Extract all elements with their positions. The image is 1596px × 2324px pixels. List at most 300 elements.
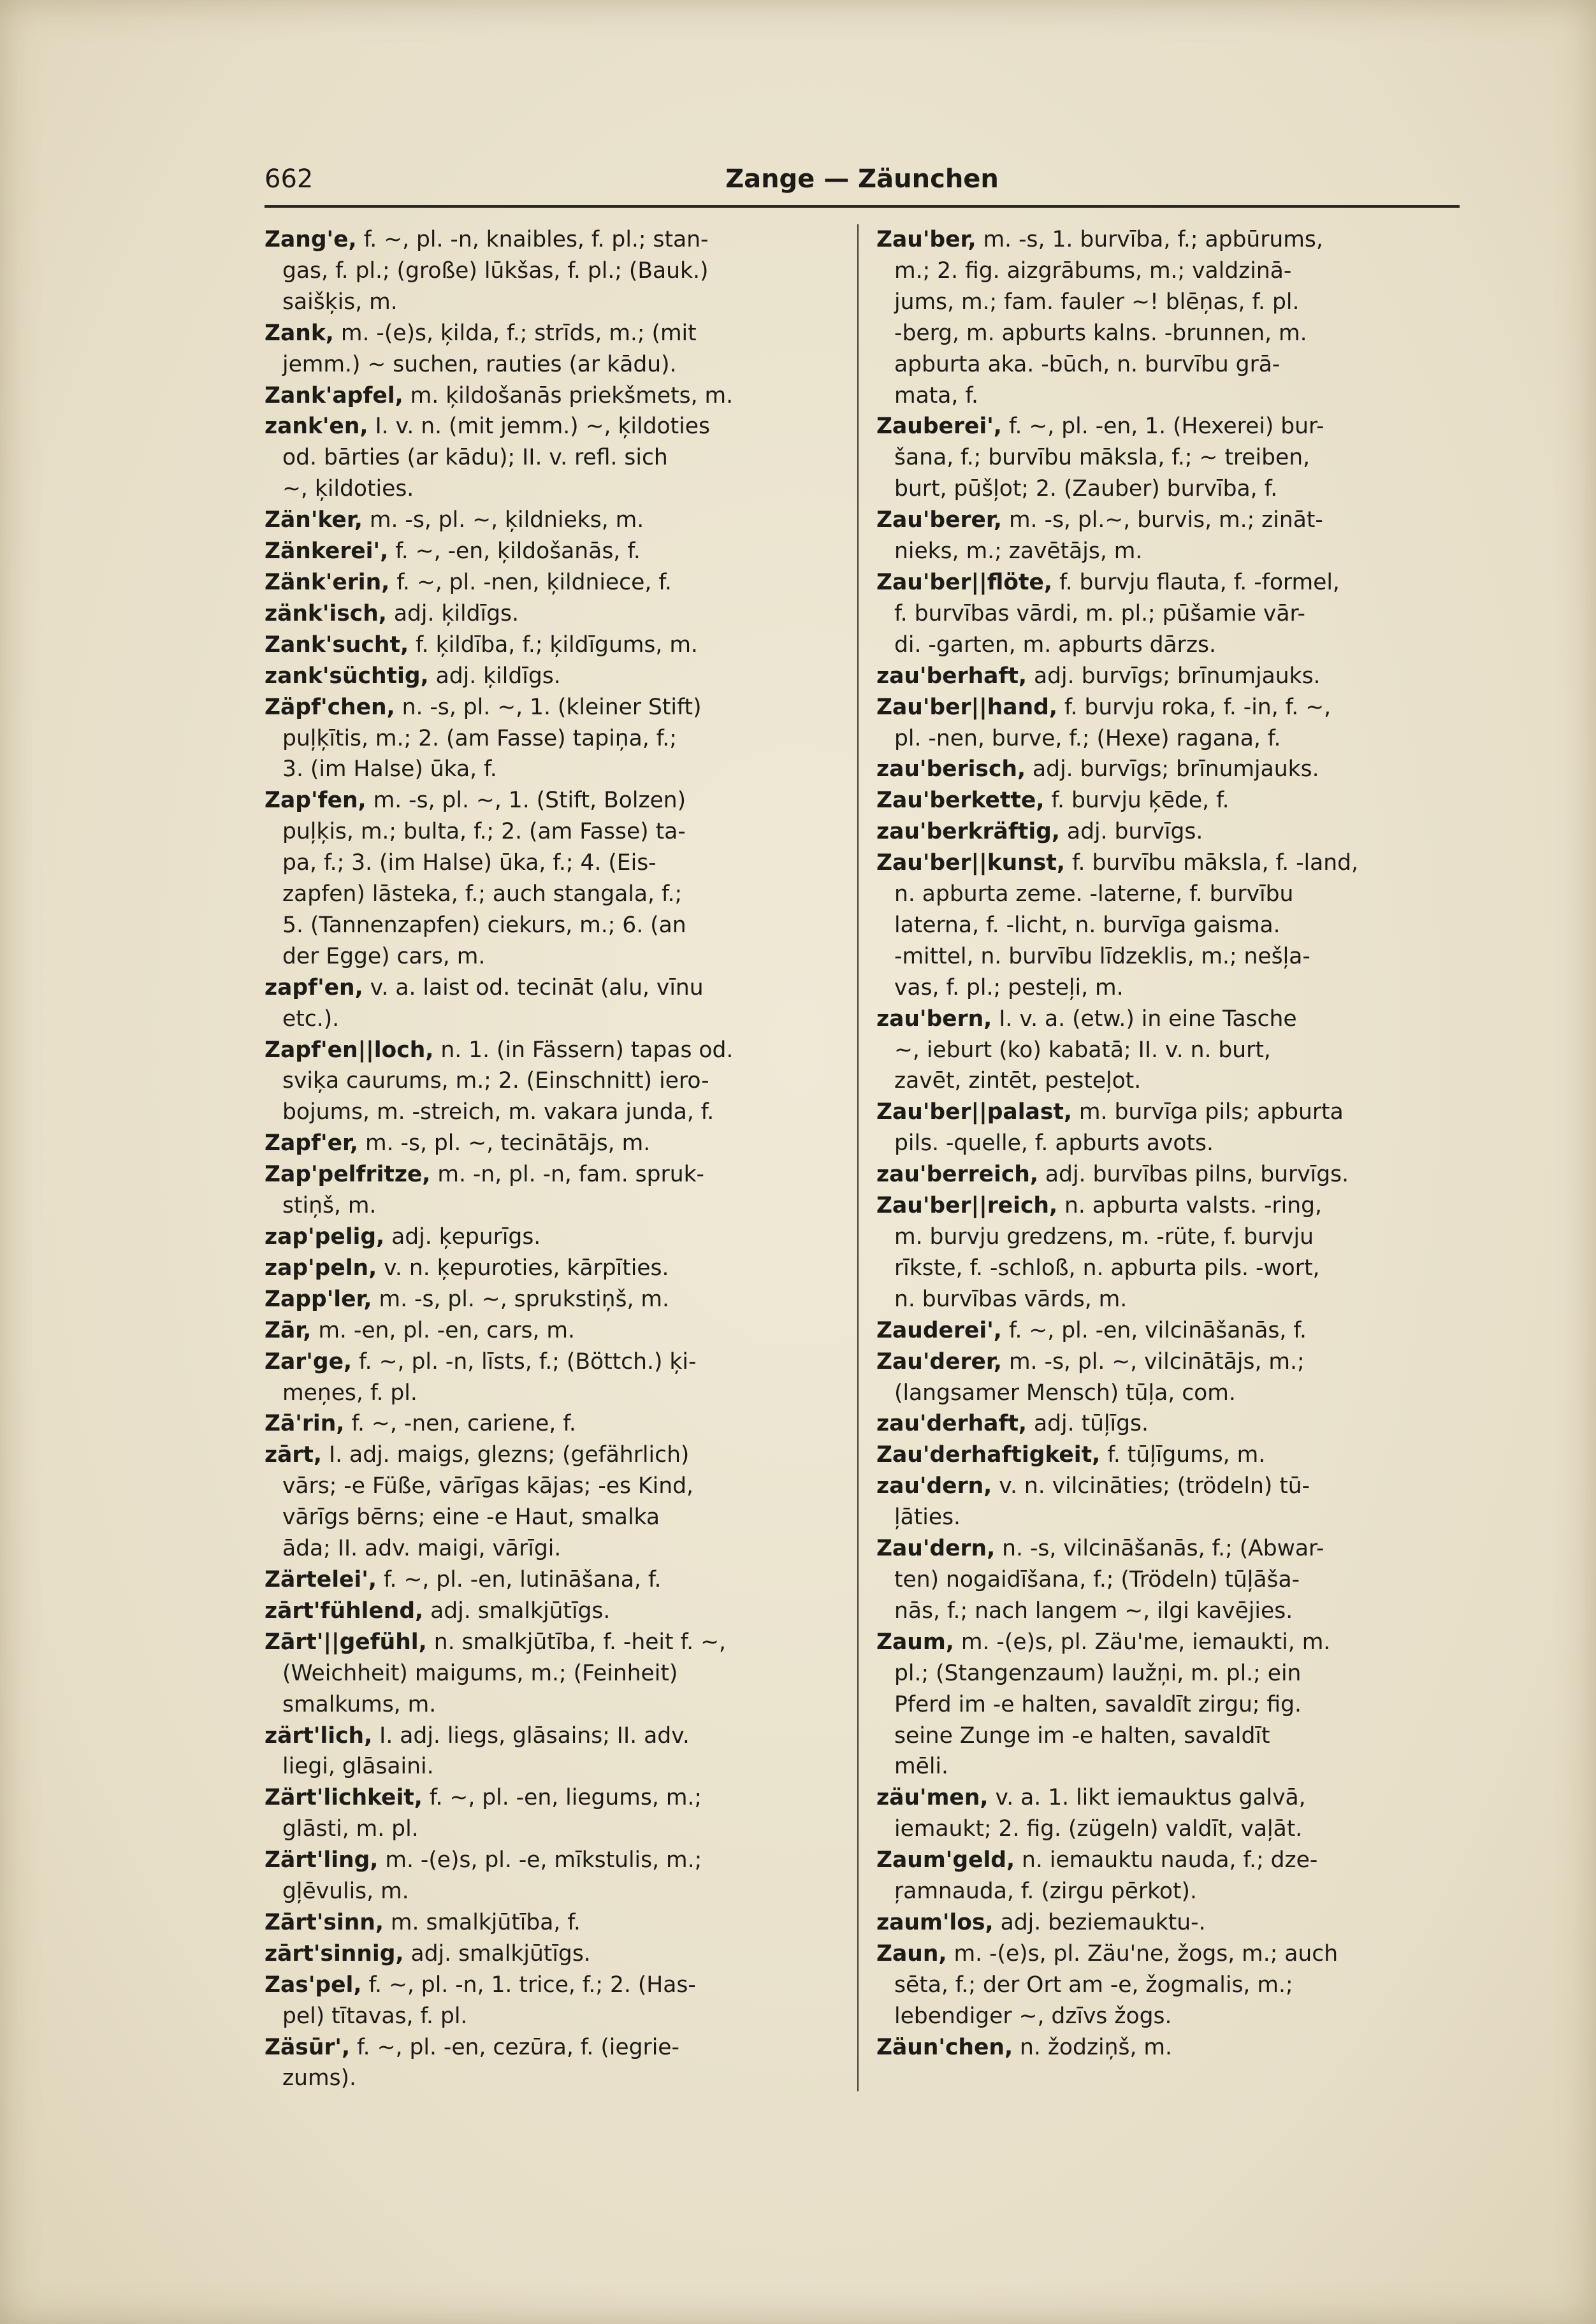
page-number: 662 (265, 164, 314, 194)
entry-line (265, 2063, 838, 2094)
entry-line (876, 630, 1460, 661)
definition-text: pils. -quelle, f. apburts avots. (894, 1130, 1214, 1157)
definition-text: m. ķildošanās priekšmets, m. (403, 382, 734, 408)
entry-line (265, 972, 838, 1004)
headword: zänk'isch, (265, 600, 387, 626)
definition-text: (langsamer Mensch) tūļa, com. (894, 1380, 1236, 1406)
entry-line (876, 1097, 1460, 1128)
headword: Zaum'geld, (876, 1847, 1015, 1873)
definition-text: apburta aka. -būch, n. burvību grā- (894, 351, 1280, 377)
entry-line (265, 1346, 838, 1378)
entry-line (265, 1128, 838, 1159)
definition-text: vārīgs bērns; eine -e Haut, smalka (282, 1505, 660, 1531)
dictionary-entry (876, 224, 1460, 411)
headword: zaum'los, (876, 1909, 994, 1935)
column-divider (857, 224, 859, 2091)
dictionary-entry (876, 505, 1460, 567)
definition-text: f. ~, -en, ķildošanās, f. (388, 538, 641, 565)
entry-line (265, 1658, 838, 1689)
entry-line (876, 1065, 1460, 1097)
definition-text: adj. burvīgs; brīnumjauks. (1026, 756, 1319, 783)
entry-line (265, 910, 838, 941)
entry-line (876, 1938, 1460, 1970)
entry-line (265, 1159, 838, 1190)
dictionary-entry (876, 1440, 1460, 1471)
headword: zau'bern, (876, 1006, 992, 1032)
definition-text: stiņš, m. (282, 1193, 377, 1219)
dictionary-entry (876, 1782, 1460, 1845)
dictionary-entry (876, 1190, 1460, 1315)
dictionary-entry (876, 1159, 1460, 1190)
entry-line (265, 661, 838, 692)
definition-text: f. ~, pl. -n, 1. trice, f.; 2. (Has- (361, 1972, 696, 1998)
entry-line (876, 1190, 1460, 1222)
entry-line (876, 1907, 1460, 1938)
entry-line (876, 723, 1460, 754)
definition-text: n. -s, pl. ~, 1. (kleiner Stift) (395, 694, 702, 720)
dictionary-entry (265, 785, 838, 972)
definition-text: n. iemauktu nauda, f.; dze- (1015, 1847, 1318, 1873)
definition-text: adj. ķildīgs. (428, 663, 561, 689)
entry-line (876, 941, 1460, 972)
headword: zap'pelig, (265, 1224, 385, 1250)
headword: Zau'ber||flöte, (876, 569, 1052, 595)
entry-line (876, 1782, 1460, 1814)
entry-line (876, 1408, 1460, 1440)
definition-text: adj. burvības pilns, burvīgs. (1038, 1162, 1349, 1188)
definition-text: m. -s, pl. ~, tecinātājs, m. (358, 1130, 651, 1157)
entry-line (265, 1814, 838, 1845)
entry-line (876, 256, 1460, 287)
definition-text: n. burvības vārds, m. (894, 1286, 1128, 1312)
definition-text: f. ~, pl. -nen, ķildniece, f. (389, 569, 672, 595)
definition-text: adj. smalkjūtīgs. (403, 1940, 591, 1967)
definition-text: n. apburta zeme. -laterne, f. burvību (894, 881, 1294, 907)
entry-line (265, 473, 838, 505)
definition-text: f. ~, pl. -n, līsts, f.; (Böttch.) ķi- (352, 1348, 697, 1375)
entry-line (265, 1845, 838, 1876)
headword: Zau'ber||kunst, (876, 850, 1065, 876)
definition-text: āda; II. adv. maigi, vārīgi. (282, 1536, 562, 1562)
headword: zäu'men, (876, 1785, 989, 1811)
entry-line (876, 1222, 1460, 1253)
definition-text: n. žodziņš, m. (1013, 2034, 1172, 2060)
entry-line (265, 723, 838, 754)
entry-line (265, 1065, 838, 1097)
headword: zau'berisch, (876, 756, 1026, 783)
page-header (265, 164, 1460, 203)
definition-text: f. burvju ķēde, f. (1044, 788, 1230, 814)
definition-text: m. -s, pl. ~, 1. (Stift, Bolzen) (366, 788, 686, 814)
entry-line (876, 1845, 1460, 1876)
entry-line (265, 1004, 838, 1035)
definition-text: f. ~, -nen, cariene, f. (344, 1411, 576, 1437)
entry-line (876, 972, 1460, 1004)
entry-line (265, 1782, 838, 1814)
definition-text: iemaukt; 2. fig. (zügeln) valdīt, vaļāt. (894, 1816, 1303, 1842)
headword: Zārt'sinn, (265, 1909, 384, 1935)
dictionary-entry (265, 1627, 838, 1721)
definition-text: adj. burvīgs. (1059, 819, 1203, 845)
dictionary-entry (265, 1222, 838, 1253)
headword: Zā'rin, (265, 1411, 345, 1437)
definition-text: (Weichheit) maigums, m.; (Feinheit) (282, 1660, 678, 1686)
headword: Zaun, (876, 1940, 947, 1967)
entry-line (876, 1346, 1460, 1378)
right-column (876, 224, 1460, 2063)
definition-text: f. burvju roka, f. -in, f. ~, (1057, 694, 1331, 720)
entry-line (265, 1689, 838, 1721)
dictionary-entry (265, 1284, 838, 1315)
headword: Zapp'ler, (265, 1286, 372, 1312)
definition-text: f. ķildība, f.; ķildīgums, m. (409, 632, 698, 658)
entry-line (876, 598, 1460, 630)
headword: Zank'sucht, (265, 632, 409, 658)
headword: Zau'dern, (876, 1536, 996, 1562)
definition-text: pel) tītavas, f. pl. (282, 2003, 468, 2029)
definition-text: mata, f. (894, 382, 978, 408)
definition-text: m.; 2. fig. aizgrābums, m.; valdzinā- (894, 257, 1292, 284)
definition-text: m. -(e)s, pl. -e, mīkstulis, m.; (378, 1847, 702, 1873)
headword: Zärt'lichkeit, (265, 1785, 423, 1811)
headword: zau'dern, (876, 1473, 992, 1499)
dictionary-entry (876, 1938, 1460, 2032)
entry-line (265, 1378, 838, 1409)
definition-text: m. -s, 1. burvība, f.; apbūrums, (976, 227, 1323, 252)
dictionary-entry (265, 598, 838, 630)
headword: Zaum, (876, 1629, 954, 1655)
headword: Zap'fen, (265, 788, 366, 814)
dictionary-entry (265, 505, 838, 536)
entry-line (876, 1502, 1460, 1533)
definition-text: nās, f.; nach langem ~, ilgi kavējies. (894, 1598, 1293, 1624)
definition-text: m. smalkjūtība, f. (383, 1909, 581, 1935)
definition-text: smalkums, m. (282, 1691, 437, 1717)
dictionary-entry (876, 2032, 1460, 2063)
headword: Zau'ber||palast, (876, 1099, 1072, 1125)
entry-line (876, 1128, 1460, 1159)
definition-text: pl. -nen, burve, f.; (Hexe) ragana, f. (894, 725, 1281, 751)
entry-line (265, 1938, 838, 1970)
headword: Zas'pel, (265, 1972, 362, 1998)
definition-text: rīkste, f. -schloß, n. apburta pils. -wort, (894, 1255, 1320, 1281)
definition-text: adj. ķildīgs. (386, 600, 519, 626)
headword: Zārt'||gefühl, (265, 1629, 427, 1655)
headword: Zār, (265, 1317, 312, 1343)
entry-line (876, 1159, 1460, 1190)
headword: Zäun'chen, (876, 2034, 1013, 2060)
entry-line (265, 1315, 838, 1346)
dictionary-entry (876, 1346, 1460, 1409)
entry-line (265, 1284, 838, 1315)
entry-line (265, 785, 838, 816)
definition-text: 5. (Tannenzapfen) ciekurs, m.; 6. (an (282, 912, 686, 938)
dictionary-entry (265, 1159, 838, 1222)
dictionary-entry (265, 1253, 838, 1284)
dictionary-entry (265, 224, 838, 318)
definition-text: adj. burvīgs; brīnumjauks. (1027, 663, 1321, 689)
entry-line (265, 692, 838, 723)
definition-text: gas, f. pl.; (große) lūkšas, f. pl.; (Bauk.) (282, 257, 709, 284)
headword: zārt'sinnig, (265, 1940, 404, 1967)
entry-line (876, 2001, 1460, 2032)
entry-line (265, 567, 838, 598)
entry-line (265, 1564, 838, 1596)
dictionary-entry (265, 567, 838, 598)
entry-line (265, 287, 838, 318)
entry-line (876, 224, 1460, 256)
definition-text: adj. beziemauktu-. (993, 1909, 1206, 1935)
dictionary-entry (265, 1721, 838, 1783)
headword: zārt, (265, 1442, 322, 1468)
definition-text: burt, pūšļot; 2. (Zauber) burvība, f. (894, 476, 1278, 502)
headword: zau'berkräftig, (876, 819, 1060, 845)
definition-text: sviķa caurums, m.; 2. (Einschnitt) iero- (282, 1068, 709, 1094)
definition-text: f. burvību māksla, f. -land, (1064, 850, 1358, 876)
entry-line (265, 1876, 838, 1907)
definition-text: m. -en, pl. -en, cars, m. (311, 1317, 576, 1343)
entry-line (876, 785, 1460, 816)
entry-line (876, 1440, 1460, 1471)
definition-text: n. -s, vilcināšanās, f.; (Abwar- (995, 1536, 1324, 1562)
headword: Zänk'erin, (265, 569, 390, 595)
headword: zau'berreich, (876, 1162, 1038, 1188)
entry-line (876, 1471, 1460, 1502)
entry-line (265, 1035, 838, 1066)
headword: zärt'lich, (265, 1722, 373, 1749)
definition-text: f. ~, pl. -en, 1. (Hexerei) bur- (1001, 414, 1324, 440)
headword: Zäpf'chen, (265, 694, 395, 720)
dictionary-entry (876, 754, 1460, 785)
entry-line (876, 1004, 1460, 1035)
definition-text: Pferd im -e halten, savaldīt zirgu; fig. (894, 1691, 1302, 1717)
entry-line (265, 816, 838, 848)
entry-line (265, 224, 838, 256)
definition-text: v. a. laist od. tecināt (alu, vīnu (363, 974, 704, 1000)
entry-line (876, 754, 1460, 785)
entry-line (265, 2001, 838, 2032)
definition-text: sēta, f.; der Ort am -e, žogmalis, m.; (894, 1972, 1293, 1998)
dictionary-entry (876, 1627, 1460, 1783)
entry-line (876, 1876, 1460, 1907)
definition-text: pa, f.; 3. (im Halse) ūka, f.; 4. (Eis- (282, 850, 657, 876)
definition-text: jemm.) ~ suchen, rauties (ar kādu). (282, 351, 677, 377)
definition-text: v. n. ķepuroties, kārpīties. (377, 1255, 669, 1281)
dictionary-entry (876, 1097, 1460, 1159)
definition-text: v. a. 1. likt iemauktus galvā, (988, 1785, 1306, 1811)
entry-line (876, 1315, 1460, 1346)
dictionary-entry (265, 318, 838, 380)
dictionary-entry (265, 1408, 838, 1440)
entry-line (876, 1253, 1460, 1284)
definition-text: v. n. vilcināties; (trödeln) tū- (992, 1473, 1310, 1499)
entry-line (265, 1471, 838, 1502)
dictionary-entry (876, 567, 1460, 661)
definition-text: mēli. (894, 1754, 948, 1780)
headword: Zänkerei', (265, 538, 389, 565)
headword: Zau'ber||reich, (876, 1193, 1058, 1219)
definition-text: ŗamnauda, f. (zirgu pērkot). (894, 1879, 1197, 1905)
definition-text: meņes, f. pl. (282, 1380, 417, 1406)
definition-text: m. -s, pl.~, burvis, m.; zināt- (1001, 507, 1323, 533)
entry-line (876, 442, 1460, 473)
headword: Zang'e, (265, 227, 357, 252)
entry-line (876, 287, 1460, 318)
entry-line (876, 1751, 1460, 1782)
definition-text: f. tūļīgums, m. (1100, 1442, 1266, 1468)
headword: zank'en, (265, 414, 368, 440)
entry-line (876, 879, 1460, 910)
headword: Zapf'er, (265, 1130, 359, 1157)
entry-line (265, 536, 838, 567)
definition-text: puļķītis, m.; 2. (am Fasse) tapiņa, f.; (282, 725, 677, 751)
entry-line (265, 1627, 838, 1658)
definition-text: f. ~, pl. -n, knaibles, f. pl.; stan- (356, 227, 709, 252)
entry-line (265, 1440, 838, 1471)
definition-text: puļķis, m.; bulta, f.; 2. (am Fasse) ta- (282, 819, 686, 845)
entry-line (876, 473, 1460, 505)
definition-text: f. burvības vārdi, m. pl.; pūšamie vār- (894, 600, 1305, 626)
definition-text: m. -(e)s, ķilda, f.; strīds, m.; (mit (333, 320, 697, 346)
dictionary-entry (265, 1035, 838, 1129)
dictionary-entry (265, 1440, 838, 1564)
dictionary-entry (876, 692, 1460, 754)
headword: zārt'fühlend, (265, 1598, 424, 1624)
definition-text: ten) nogaidīšana, f.; (Trödeln) tūļāša- (894, 1566, 1300, 1592)
headword: Zau'ber||hand, (876, 694, 1057, 720)
dictionary-entry (876, 1471, 1460, 1533)
entry-line (876, 318, 1460, 349)
dictionary-entry (876, 1315, 1460, 1346)
definition-text: di. -garten, m. apburts dārzs. (894, 632, 1216, 658)
headword: Zärtelei', (265, 1566, 377, 1592)
definition-text: I. adj. liegs, glāsains; II. adv. (372, 1722, 690, 1749)
entry-line (876, 1564, 1460, 1596)
definition-text: I. adj. maigs, glezns; (gefährlich) (321, 1442, 690, 1468)
dictionary-entry (265, 2032, 838, 2095)
definition-text: seine Zunge im -e halten, savaldīt (894, 1722, 1270, 1749)
dictionary-entry (265, 1315, 838, 1346)
headword: zau'derhaft, (876, 1411, 1027, 1437)
entry-line (876, 1533, 1460, 1564)
entry-line (876, 1658, 1460, 1689)
definition-text: nieks, m.; zavētājs, m. (894, 538, 1143, 565)
definition-text: I. v. a. (etw.) in eine Tasche (992, 1006, 1297, 1032)
dictionary-entry (876, 1845, 1460, 1907)
definition-text: n. smalkjūtība, f. -heit f. ~, (426, 1629, 726, 1655)
definition-text: f. ~, pl. -en, vilcināšanās, f. (1001, 1317, 1307, 1343)
entry-line (265, 1408, 838, 1440)
entry-line (876, 411, 1460, 442)
dictionary-entry (876, 1408, 1460, 1440)
entry-line (265, 318, 838, 349)
definition-text: etc.). (282, 1006, 340, 1032)
definition-text: od. bārties (ar kādu); II. v. refl. sich (282, 445, 668, 471)
entry-line (876, 816, 1460, 848)
entry-line (265, 1596, 838, 1627)
entry-line (876, 1596, 1460, 1627)
headword: zapf'en, (265, 974, 363, 1000)
entry-line (876, 848, 1460, 879)
entry-line (265, 2032, 838, 2063)
entry-line (876, 1814, 1460, 1845)
headword: Zank, (265, 320, 334, 346)
entry-line (876, 1284, 1460, 1315)
dictionary-entry (265, 972, 838, 1035)
entry-line (265, 1970, 838, 2001)
entry-line (876, 661, 1460, 692)
header-rule (265, 205, 1460, 208)
dictionary-entry (265, 1346, 838, 1409)
headword: Zäsūr', (265, 2034, 351, 2060)
entry-line (265, 1222, 838, 1253)
dictionary-entry (265, 1907, 838, 1938)
dictionary-entry (265, 630, 838, 661)
definition-text: liegi, glāsaini. (282, 1754, 434, 1780)
definition-text: zapfen) lāsteka, f.; auch stangala, f.; (282, 881, 683, 907)
headword: Zän'ker, (265, 507, 363, 533)
headword: zau'berhaft, (876, 663, 1027, 689)
dictionary-entry (876, 785, 1460, 816)
definition-text: f. ~, pl. -en, lutināšana, f. (376, 1566, 662, 1592)
headword: Zau'derer, (876, 1348, 1002, 1375)
definition-text: -berg, m. apburts kalns. -brunnen, m. (894, 320, 1307, 346)
dictionary-entry (265, 1782, 838, 1845)
entry-line (265, 848, 838, 879)
entry-line (265, 1097, 838, 1128)
dictionary-entry (265, 1970, 838, 2032)
dictionary-entry (265, 1938, 838, 1970)
entry-line (876, 505, 1460, 536)
definition-text: pl.; (Stangenzaum) laužņi, m. pl.; ein (894, 1660, 1302, 1686)
headword: Zau'berer, (876, 507, 1002, 533)
headword: Zau'ber, (876, 227, 976, 252)
definition-text: saišķis, m. (282, 289, 398, 315)
headword: Zau'berkette, (876, 788, 1045, 814)
dictionary-entry (265, 1845, 838, 1907)
headword: Zapf'en||loch, (265, 1037, 434, 1063)
definition-text: gļēvulis, m. (282, 1879, 409, 1905)
entry-line (265, 380, 838, 412)
dictionary-entry (265, 661, 838, 692)
entry-line (265, 630, 838, 661)
definition-text: m. -s, pl. ~, vilcinātājs, m.; (1001, 1348, 1305, 1375)
dictionary-entry (876, 848, 1460, 1004)
entry-line (265, 1751, 838, 1782)
definition-text: n. apburta valsts. -ring, (1057, 1193, 1322, 1219)
entry-line (265, 505, 838, 536)
dictionary-entry (265, 380, 838, 412)
headword: Zau'derhaftigkeit, (876, 1442, 1101, 1468)
definition-text: f. burvju flauta, f. -formel, (1052, 569, 1340, 595)
definition-text: vas, f. pl.; pesteļi, m. (894, 974, 1124, 1000)
definition-text: jums, m.; fam. fauler ~! blēņas, f. pl. (894, 289, 1300, 315)
definition-text: m. -s, pl. ~, ķildnieks, m. (362, 507, 644, 533)
entry-line (265, 941, 838, 972)
entry-line (876, 1035, 1460, 1066)
entry-line (265, 879, 838, 910)
definition-text: -mittel, n. burvību līdzeklis, m.; nešļa- (894, 943, 1310, 969)
entry-line (265, 754, 838, 785)
definition-text: der Egge) cars, m. (282, 943, 486, 969)
entry-line (265, 1533, 838, 1564)
entry-line (265, 1502, 838, 1533)
definition-text: lebendiger ~, dzīvs žogs. (894, 2003, 1172, 2029)
definition-text: laterna, f. -licht, n. burvīga gaisma. (894, 912, 1280, 938)
headword: Zar'ge, (265, 1348, 352, 1375)
entry-line (876, 1627, 1460, 1658)
entry-line (876, 567, 1460, 598)
